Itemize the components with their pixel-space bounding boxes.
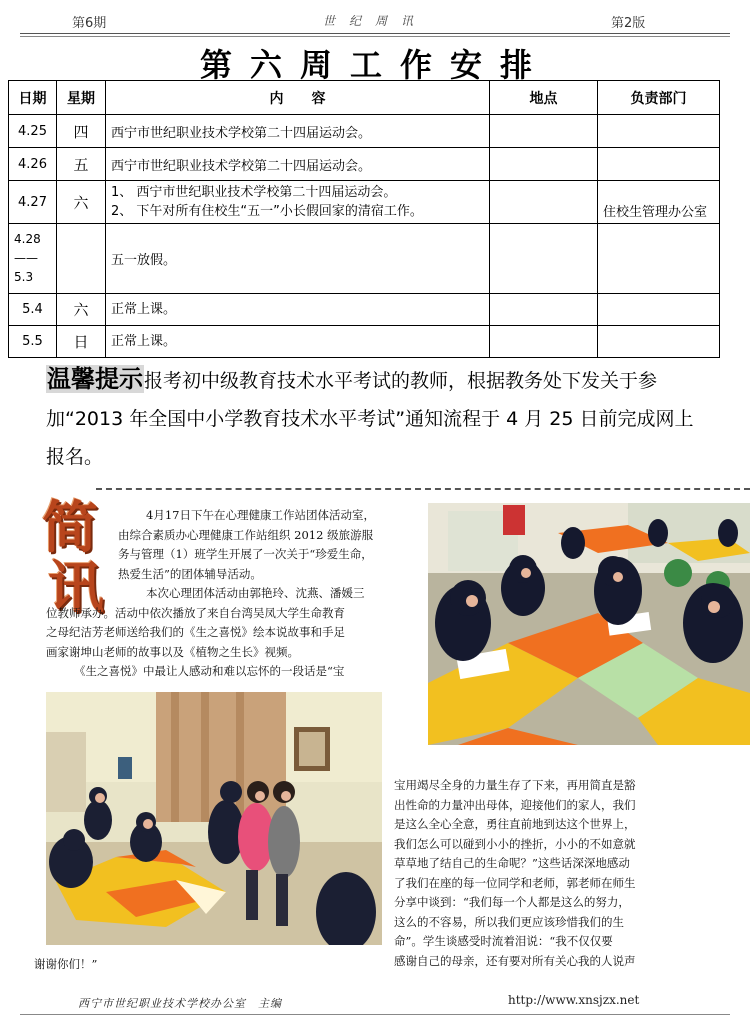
text-line: 宝用竭尽全身的力量生存了下来，再用简直是豁 [394, 778, 636, 792]
table-row [9, 224, 720, 294]
text-line: 务与管理（1）班学生开展了一次关于“珍爱生命， [118, 547, 373, 561]
masthead: 世纪周讯 [322, 14, 427, 28]
footer-url[interactable]: http://www.xnsjzx.net [508, 993, 640, 1007]
cell-date [9, 224, 57, 294]
col-header-content: 内 容 [106, 81, 490, 115]
notice-text: 报考初中级教育技术水平考试的教师，根据教务处下发关于参加“2013 年全国中小学教育技术水平考试”通知流程于 4 月 25 日前完成网上报名。 [46, 370, 694, 468]
notice-block [46, 360, 696, 476]
photo-students-writing [428, 503, 750, 745]
text-line: 出性命的力量冲出母体，迎接他们的家人，我们 [394, 797, 636, 812]
cell-dept [598, 115, 720, 148]
date-dash: —— [14, 251, 38, 265]
date-end: 5.3 [14, 270, 34, 284]
text-line: 位教师承办。活动中依次播放了来自台湾吴凤大学生命教育 [46, 605, 345, 620]
cell-dept [598, 224, 720, 294]
article-paragraph-1 [118, 506, 418, 584]
table-row [9, 148, 720, 181]
col-header-weekday: 星期 [57, 81, 106, 115]
cell-weekday: 五 [57, 148, 106, 181]
col-header-place: 地点 [490, 81, 598, 115]
article-closing-line: 谢谢你们！” [34, 957, 98, 971]
jianxun-char: 简 [42, 495, 98, 561]
text-line: 本次心理团体活动由郭艳玲、沈燕、潘媛三 [146, 586, 365, 600]
text-line: 《生之喜悦》中最让人感动和难以忘怀的一段话是“宝 [74, 664, 345, 678]
issue-number: 第6期 [72, 16, 107, 31]
col-header-date: 日期 [9, 81, 57, 115]
cell-weekday: 四 [57, 115, 106, 148]
footer-rule [20, 1014, 730, 1015]
article-paragraph-3 [394, 776, 714, 971]
schedule-table [8, 80, 720, 358]
cell-content: 五一放假。 [106, 224, 490, 294]
content-line: 1、 西宁市世纪职业技术学校第二十四届运动会。 [111, 185, 397, 200]
header-rule-thin [20, 36, 730, 37]
cell-content [106, 181, 490, 224]
cell-content: 西宁市世纪职业技术学校第二十四届运动会。 [106, 115, 490, 148]
text-line: 我们怎么可以碰到小小的挫折，小小的不如意就 [394, 836, 636, 851]
cell-weekday: 日 [57, 326, 106, 358]
cell-dept [598, 294, 720, 326]
page-number: 第2版 [611, 16, 646, 31]
cell-weekday: 六 [57, 181, 106, 224]
col-header-dept: 负责部门 [598, 81, 720, 115]
table-header-row [9, 81, 720, 115]
text-line: 感谢自己的母亲，还有要对所有关心我的人说声 [394, 953, 636, 968]
cell-dept [598, 148, 720, 181]
text-line: 热爱生活”的团体辅导活动。 [118, 566, 262, 581]
text-line: 命”。学生谈感受时流着泪说：“我不仅仅要 [394, 934, 613, 948]
text-line: 4月17日下午在心理健康工作站团体活动室， [146, 508, 375, 522]
cell-date: 5.4 [9, 294, 57, 326]
cell-place [490, 115, 598, 148]
cell-content: 正常上课。 [106, 294, 490, 326]
jianxun-char: 讯 [48, 555, 104, 621]
dashed-divider [96, 488, 750, 490]
notice-title: 温馨提示 [47, 365, 143, 393]
text-line: 了我们在座的每一位同学和老师，郭老师在师生 [394, 875, 636, 890]
cell-content: 正常上课。 [106, 326, 490, 358]
cell-date: 4.26 [9, 148, 57, 181]
cell-content: 西宁市世纪职业技术学校第二十四届运动会。 [106, 148, 490, 181]
cell-weekday: 六 [57, 294, 106, 326]
text-line: 由综合素质办心理健康工作站组织 2012 级旅游服 [118, 527, 374, 542]
article-paragraph-2 [46, 584, 418, 682]
text-line: 分享中谈到：“我们每一个人都是这么的努力， [394, 895, 630, 909]
footer-editor: 西宁市世纪职业技术学校办公室 主编 [78, 997, 282, 1010]
page-title: 第六周工作安排 [199, 46, 550, 84]
header-rule [20, 33, 730, 34]
cell-place [490, 148, 598, 181]
cell-date: 5.5 [9, 326, 57, 358]
cell-place [490, 181, 598, 224]
table-row [9, 181, 720, 224]
cell-date: 4.25 [9, 115, 57, 148]
cell-place [490, 326, 598, 358]
text-line: 这么的不容易，所以我们更应该珍惜我们的生 [394, 914, 624, 929]
text-line: 是这么全心全意，勇往直前地到达这个世界上， [394, 817, 636, 831]
cell-place [490, 224, 598, 294]
cell-weekday [57, 224, 106, 294]
cell-dept: 住校生管理办公室 [598, 181, 720, 224]
cell-place [490, 294, 598, 326]
content-line: 2、 下午对所有住校生“五一”小长假回家的清宿工作。 [111, 204, 423, 219]
table-row [9, 326, 720, 358]
text-line: 之母纪洁芳老师送给我们的《生之喜悦》绘本说故事和手足 [46, 625, 345, 639]
text-line: 画家谢坤山老师的故事以及《植物之生长》视频。 [46, 644, 299, 659]
date-start: 4.28 [14, 232, 41, 246]
cell-dept [598, 326, 720, 358]
table-row [9, 294, 720, 326]
photo-group-activity [46, 692, 382, 945]
cell-date: 4.27 [9, 181, 57, 224]
text-line: 草草地了结自己的生命呢？”这些话深深地感动 [394, 856, 630, 870]
table-row [9, 115, 720, 148]
